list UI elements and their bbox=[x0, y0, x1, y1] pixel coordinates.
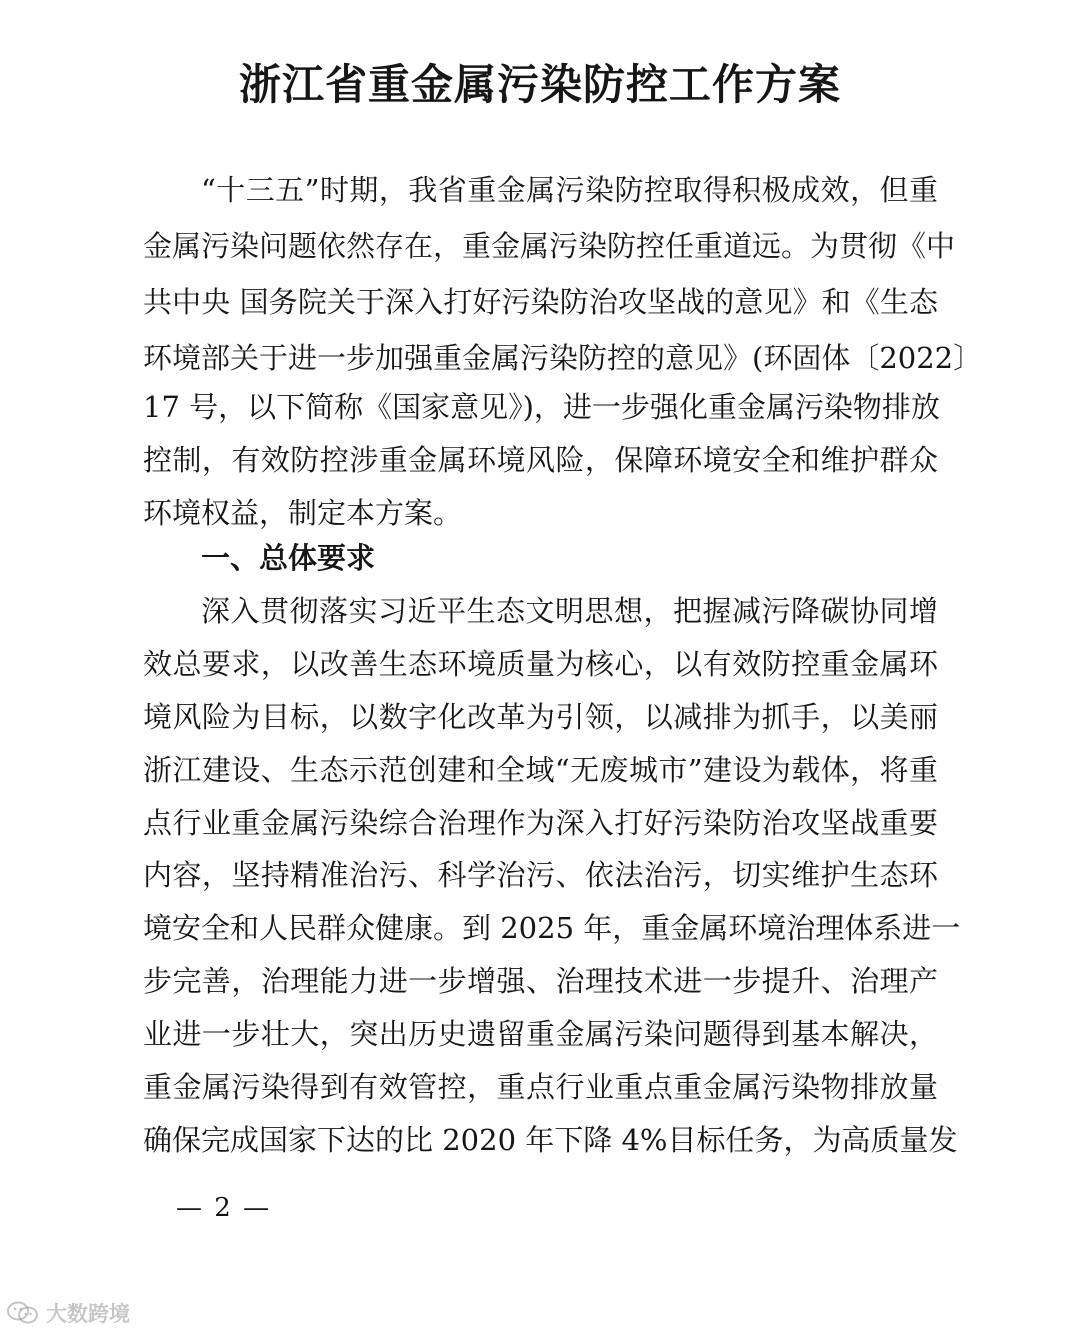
paragraph-line: 境风险为目标，以数字化改革为引领，以减排为抓手，以美丽 bbox=[143, 700, 938, 734]
watermark-text: 大数跨境 bbox=[46, 1302, 130, 1326]
paragraph-line: 金属污染问题依然存在，重金属污染防控任重道远。为贯彻《中 bbox=[143, 229, 956, 263]
wechat-logo-icon bbox=[6, 1300, 40, 1326]
watermark bbox=[6, 1296, 130, 1330]
page-number: — 2 — bbox=[176, 1193, 272, 1223]
section-heading: 一、总体要求 bbox=[201, 541, 376, 575]
paragraph-line: 境安全和人民群众健康。到 2025 年，重金属环境治理体系进一 bbox=[143, 911, 961, 945]
paragraph-line: 确保完成国家下达的比 2020 年下降 4%目标任务，为高质量发 bbox=[143, 1123, 958, 1157]
document-title: 浙江省重金属污染防控工作方案 bbox=[238, 60, 841, 109]
paragraph-line: 重金属污染得到有效管控，重点行业重点重金属污染物排放量 bbox=[143, 1070, 938, 1104]
paragraph-line: 深入贯彻落实习近平生态文明思想，把握减污降碳协同增 bbox=[201, 594, 938, 628]
paragraph-line: 业进一步壮大，突出历史遗留重金属污染问题得到基本解决， bbox=[143, 1017, 938, 1051]
paragraph-line: “十三五”时期，我省重金属污染防控取得积极成效，但重 bbox=[201, 173, 938, 207]
paragraph-line: 浙江建设、生态示范创建和全域“无废城市”建设为载体，将重 bbox=[143, 753, 938, 787]
paragraph-line: 17 号，以下简称《国家意见》)，进一步强化重金属污染物排放 bbox=[143, 390, 940, 424]
paragraph-line: 环境权益，制定本方案。 bbox=[143, 496, 463, 530]
paragraph-line: 效总要求，以改善生态环境质量为核心，以有效防控重金属环 bbox=[143, 647, 938, 681]
paragraph-line: 共中央 国务院关于深入打好污染防治攻坚战的意见》和《生态 bbox=[143, 285, 938, 319]
paragraph-line: 点行业重金属污染综合治理作为深入打好污染防治攻坚战重要 bbox=[143, 806, 938, 840]
paragraph-line: 控制，有效防控涉重金属环境风险，保障环境安全和维护群众 bbox=[143, 443, 938, 477]
paragraph-line: 内容，坚持精准治污、科学治污、依法治污，切实维护生态环 bbox=[143, 858, 938, 892]
paragraph-line: 环境部关于进一步加强重金属污染防控的意见》(环固体〔2022〕 bbox=[143, 341, 983, 375]
paragraph-line: 步完善，治理能力进一步增强、治理技术进一步提升、治理产 bbox=[143, 964, 938, 998]
